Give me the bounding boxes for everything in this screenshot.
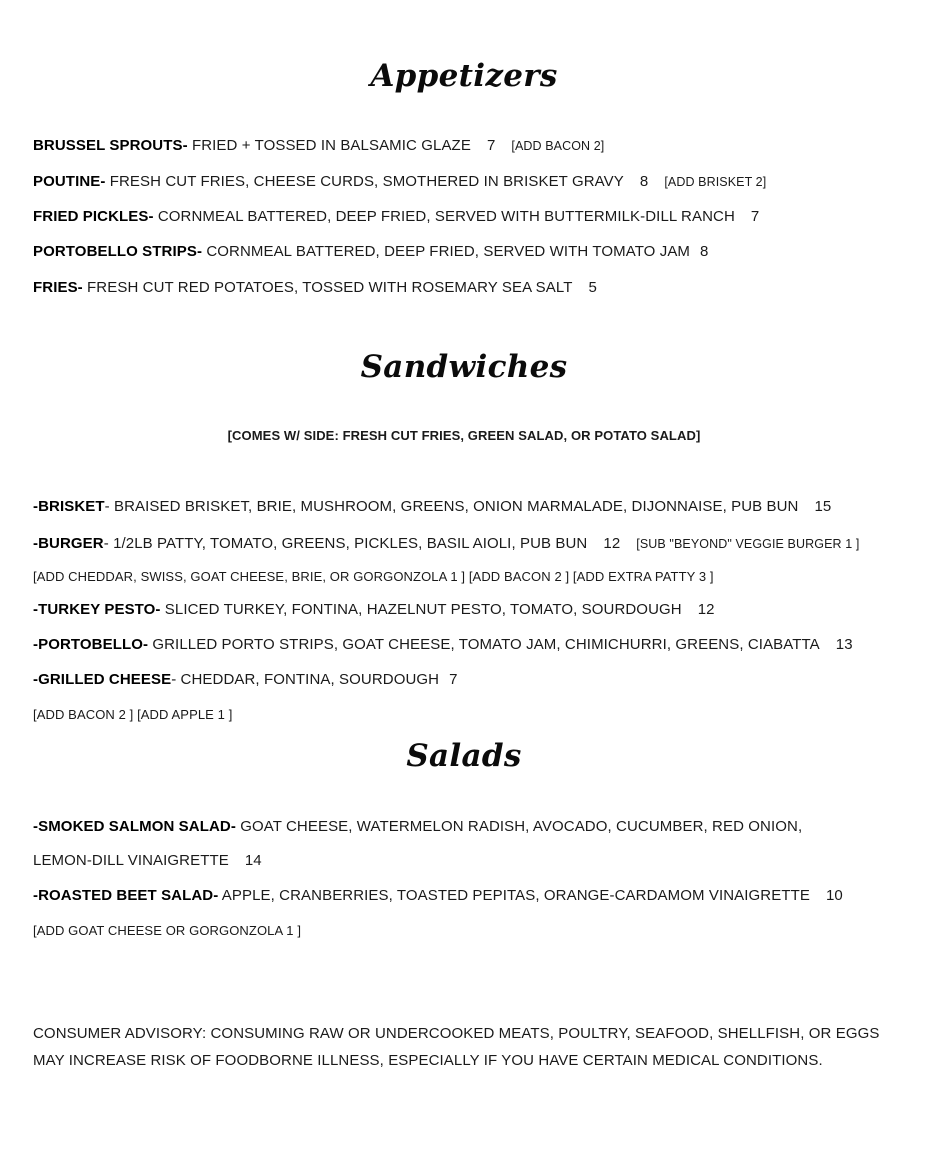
item-name: -SMOKED SALMON SALAD-	[33, 818, 236, 835]
item-name: PORTOBELLO STRIPS-	[33, 243, 203, 260]
item-description: LEMON-DILL VINAIGRETTE	[33, 852, 229, 869]
item-name: -GRILLED CHEESE	[33, 671, 172, 688]
grilled-cheese-addons: [ADD BACON 2 ] [ADD APPLE 1 ]	[33, 707, 233, 722]
item-price: 7	[750, 208, 760, 225]
advisory-line-2: MAY INCREASE RISK OF FOODBORNE ILLNESS, ESPECIALLY IF YOU HAVE CERTAIN MEDICAL CONDITIONS.	[33, 1052, 823, 1069]
menu-item-burger	[33, 535, 859, 552]
beet-salad-addons: [ADD GOAT CHEESE OR GORGONZOLA 1 ]	[33, 923, 302, 938]
item-name: -PORTOBELLO-	[33, 636, 149, 653]
item-price: 13	[835, 636, 853, 653]
item-name: POUTINE-	[33, 173, 106, 190]
advisory-line-1: CONSUMER ADVISORY: CONSUMING RAW OR UNDERCOOKED MEATS, POULTRY, SEAFOOD, SHELLFISH, OR EGGS	[33, 1025, 880, 1042]
salads-heading: Salads	[406, 738, 522, 774]
item-price: 12	[603, 535, 621, 552]
item-name: -TURKEY PESTO-	[33, 601, 161, 618]
menu-item-portobello-strips	[33, 243, 708, 260]
menu-item-roasted-beet-salad	[33, 887, 843, 904]
item-description: APPLE, CRANBERRIES, TOASTED PEPITAS, ORANGE-CARDAMOM VINAIGRETTE	[218, 887, 810, 904]
menu-item-grilled-cheese	[33, 671, 458, 688]
item-name: FRIED PICKLES-	[33, 208, 154, 225]
sandwich-side-note: [COMES W/ SIDE: FRESH CUT FRIES, GREEN SALAD, OR POTATO SALAD]	[227, 428, 701, 443]
menu-item-smoked-salmon-salad	[33, 818, 802, 835]
item-name: -ROASTED BEET SALAD-	[33, 887, 219, 904]
item-name: -BURGER	[33, 535, 104, 552]
item-price: 8	[700, 243, 709, 260]
menu-item-fried-pickles	[33, 208, 759, 225]
menu-item-brussel-sprouts	[33, 137, 604, 154]
item-description: - CHEDDAR, FONTINA, SOURDOUGH	[171, 671, 440, 688]
item-price: 14	[244, 852, 262, 869]
item-description: - BRAISED BRISKET, BRIE, MUSHROOM, GREENS, ONION MARMALADE, DIJONNAISE, PUB BUN	[104, 498, 799, 515]
menu-item-turkey-pesto	[33, 601, 715, 618]
item-price: 10	[825, 887, 843, 904]
burger-addons: [ADD CHEDDAR, SWISS, GOAT CHEESE, BRIE, OR GORGONZOLA 1 ] [ADD BACON 2 ] [ADD EXTRA PATTY 3 ]	[33, 569, 714, 584]
item-name: FRIES-	[33, 279, 83, 296]
item-name: BRUSSEL SPROUTS-	[33, 137, 188, 154]
item-price: 7	[449, 671, 458, 688]
item-price: 7	[486, 137, 496, 154]
item-price: 5	[588, 279, 597, 296]
item-description: FRESH CUT FRIES, CHEESE CURDS, SMOTHERED IN BRISKET GRAVY	[105, 173, 624, 190]
item-description: GRILLED PORTO STRIPS, GOAT CHEESE, TOMATO JAM, CHIMICHURRI, GREENS, CIABATTA	[148, 636, 820, 653]
item-description: CORNMEAL BATTERED, DEEP FRIED, SERVED WITH BUTTERMILK-DILL RANCH	[153, 208, 735, 225]
menu-item-smoked-salmon-salad-cont	[33, 852, 262, 869]
item-description: FRESH CUT RED POTATOES, TOSSED WITH ROSEMARY SEA SALT	[82, 279, 573, 296]
menu-item-poutine	[33, 173, 766, 190]
item-name: -BRISKET	[33, 498, 105, 515]
item-description: GOAT CHEESE, WATERMELON RADISH, AVOCADO, CUCUMBER, RED ONION,	[235, 818, 803, 835]
item-description: FRIED + TOSSED IN BALSAMIC GLAZE	[187, 137, 471, 154]
item-addon: [ADD BACON 2]	[511, 139, 605, 153]
sandwiches-heading: Sandwiches	[360, 349, 568, 385]
appetizers-heading: Appetizers	[370, 58, 558, 94]
item-description: - 1/2LB PATTY, TOMATO, GREENS, PICKLES, BASIL AIOLI, PUB BUN	[103, 535, 588, 552]
menu-item-fries	[33, 279, 597, 296]
item-price: 15	[814, 498, 832, 515]
menu-item-portobello	[33, 636, 853, 653]
consumer-advisory	[33, 1020, 913, 1074]
item-price: 8	[639, 173, 649, 190]
item-description: CORNMEAL BATTERED, DEEP FRIED, SERVED WITH TOMATO JAM	[202, 243, 691, 260]
item-addon: [ADD BRISKET 2]	[664, 175, 767, 189]
item-addon: [SUB "BEYOND" VEGGIE BURGER 1 ]	[636, 537, 860, 551]
item-description: SLICED TURKEY, FONTINA, HAZELNUT PESTO, TOMATO, SOURDOUGH	[160, 601, 682, 618]
item-price: 12	[697, 601, 715, 618]
menu-item-brisket	[33, 498, 831, 515]
